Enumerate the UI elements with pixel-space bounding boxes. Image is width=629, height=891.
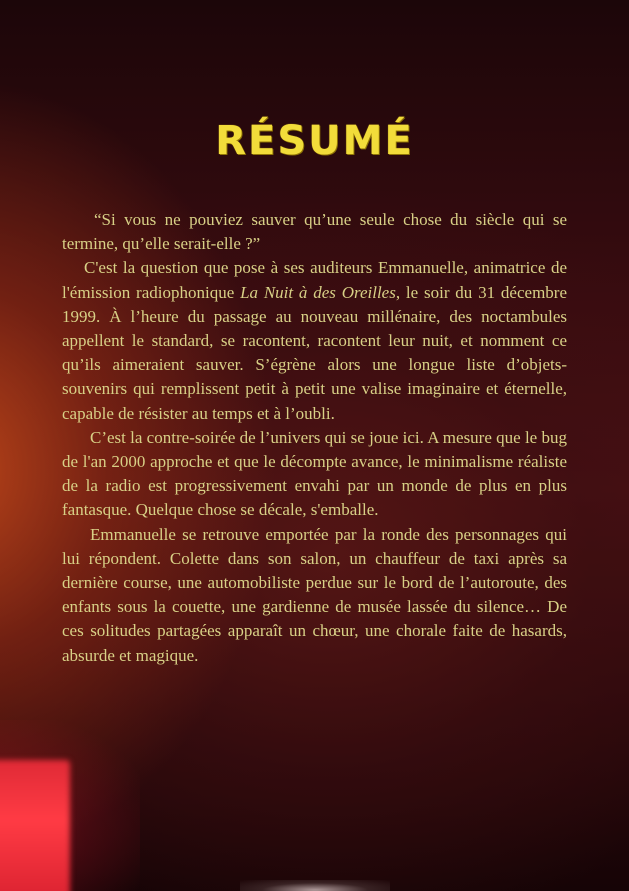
paragraph-2: [62, 256, 567, 425]
red-light-shape: [0, 760, 70, 891]
summary-text: [62, 208, 567, 668]
paragraph-4: Emmanuelle se retrouve emportée par la ronde des personnages qui lui répondent. Colette dans son salon, un chauffeur de taxi après sa dernière course, une automobiliste perdue sur le bord de l’autoroute, des enfants sous la couette, une gardienne de musée lassée du silence… De ces solitudes partagées apparaît un chœur, une chorale faite de hasards, absurde et magique.: [62, 524, 567, 665]
paragraph-2-start: C'est la question que pose à ses auditeurs Emmanuelle, animatrice de l'émission radiophonique: [62, 258, 567, 302]
bottom-lamp-glow: [240, 880, 390, 891]
page-title: RÉSUMÉ: [0, 118, 629, 164]
paragraph-2-end: , le soir du 31 décembre 1999. À l’heure du passage au nouveau millénaire, des noctambules appellent le standard, se racontent, racontent leur nuit, et nomment ce qu’ils aimeraient sauver. S’égrène alors une longue liste d’objets-souvenirs qui remplissent petit à petit une valise imaginaire et éternelle, capable de résister au temps et à l’oubli.: [62, 282, 567, 423]
paragraph-1: “Si vous ne pouviez sauver qu’une seule chose du siècle qui se termine, qu’elle serait-elle ?”: [62, 210, 567, 254]
show-title-italic: La Nuit à des Oreilles: [240, 282, 396, 302]
paragraph-3: C’est la contre-soirée de l’univers qui se joue ici. A mesure que le bug de l'an 2000 approche et que le décompte avance, le minimalisme réaliste de la radio est progressivement envahi par un monde de plus en plus fantasque. Quelque chose se décale, s'emballe.: [62, 427, 567, 520]
